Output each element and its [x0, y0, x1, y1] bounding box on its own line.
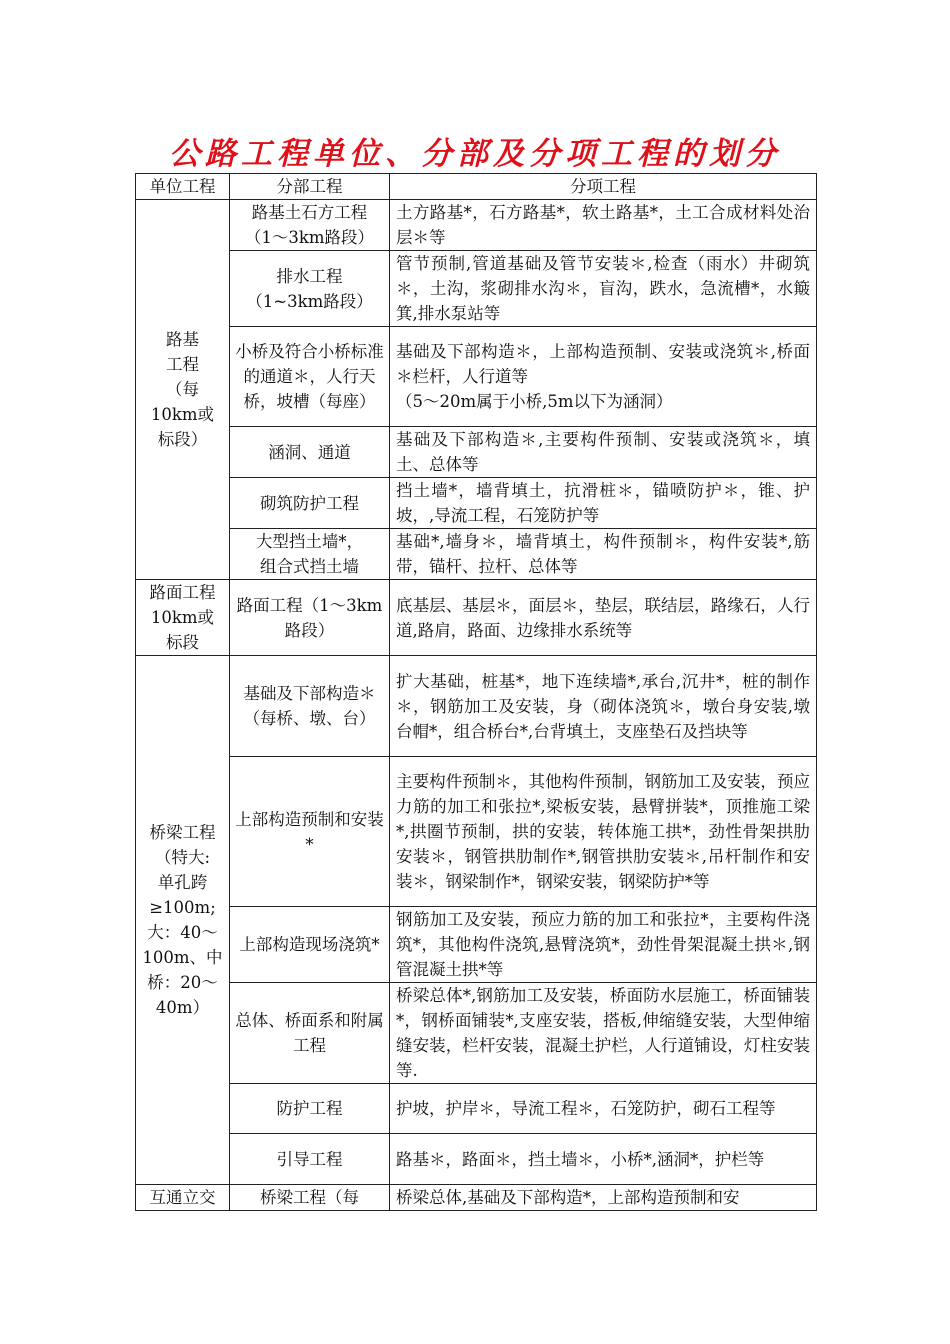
- item-cell: 管节预制,管道基础及管节安装＊,检查（雨水）井砌筑＊，土沟，浆砌排水沟＊，盲沟，跌水，急流槽*，水簸箕,排水泵站等: [390, 251, 817, 327]
- part-cell: 砌筑防护工程: [230, 478, 390, 529]
- item-cell: 扩大基础，桩基*，地下连续墙*,承台,沉井*，桩的制作＊，钢筋加工及安装，身（砌体浇筑＊，墩台身安装,墩台帽*，组合桥台*,台背填土，支座垫石及挡块等: [390, 656, 817, 757]
- table-row: [136, 251, 817, 327]
- item-cell: 钢筋加工及安装，预应力筋的加工和张拉*，主要构件浇筑*，其他构件浇筑,悬臂浇筑*，劲性骨架混凝土拱＊,钢管混凝土拱*等: [390, 907, 817, 983]
- header-item: 分项工程: [390, 174, 817, 200]
- part-cell: 小桥及符合小桥标准的通道＊，人行天桥，坡槽（每座）: [230, 327, 390, 427]
- part-cell: 路基土石方工程 （1～3km路段）: [230, 200, 390, 251]
- item-cell: 桥梁总体*,钢筋加工及安装，桥面防水层施工，桥面铺装*，钢桥面铺装*,支座安装，搭板,伸缩缝安装，大型伸缩缝安装，栏杆安装，混凝土护栏，人行道铺设，灯柱安装等.: [390, 983, 817, 1084]
- table-row: [136, 757, 817, 907]
- part-cell: 上部构造预制和安装*: [230, 757, 390, 907]
- unit-cell-subgrade: 路基 工程 （每 10km或 标段）: [136, 200, 230, 580]
- unit-cell-pavement: 路面工程 10km或 标段: [136, 580, 230, 656]
- table-row: [136, 327, 817, 427]
- item-cell: 挡土墙*，墙背填土，抗滑桩＊，锚喷防护＊，锥、护坡，,导流工程，石笼防护等: [390, 478, 817, 529]
- table-row: [136, 656, 817, 757]
- table-row: [136, 200, 817, 251]
- part-cell: 引导工程: [230, 1134, 390, 1185]
- part-cell: 桥梁工程（每: [230, 1185, 390, 1211]
- unit-cell-interchange: 互通立交: [136, 1185, 230, 1211]
- table-row: [136, 1134, 817, 1185]
- page-title: 公路工程单位、分部及分项工程的划分: [169, 136, 781, 172]
- item-cell: 基础*,墙身＊，墙背填土，构件预制＊，构件安装*,筋带，锚杆、拉杆、总体等: [390, 529, 817, 580]
- part-cell: 基础及下部构造＊（每桥、墩、台）: [230, 656, 390, 757]
- part-cell: 涵洞、通道: [230, 427, 390, 478]
- item-cell: 主要构件预制＊，其他构件预制，钢筋加工及安装，预应力筋的加工和张拉*,梁板安装，悬臂拼装*，顶推施工梁*,拱圈节预制，拱的安装，转体施工拱*，劲性骨架拱肋安装＊，钢管拱肋制作*,钢管拱肋安装＊,吊杆制作和安装＊，钢梁制作*，钢梁安装，钢梁防护*等: [390, 757, 817, 907]
- part-cell: 防护工程: [230, 1084, 390, 1134]
- table-row: [136, 907, 817, 983]
- table-row: [136, 1185, 817, 1211]
- item-cell: 基础及下部构造＊,主要构件预制、安装或浇筑＊，填土、总体等: [390, 427, 817, 478]
- item-cell: 土方路基*，石方路基*，软土路基*，土工合成材料处治层＊等: [390, 200, 817, 251]
- item-cell: 护坡，护岸＊，导流工程＊，石笼防护，砌石工程等: [390, 1084, 817, 1134]
- table-row: [136, 580, 817, 656]
- part-cell: 路面工程（1～3km路段）: [230, 580, 390, 656]
- table-row: [136, 1084, 817, 1134]
- part-cell: 排水工程 （1~3km路段）: [230, 251, 390, 327]
- part-cell: 大型挡土墙*， 组合式挡土墙: [230, 529, 390, 580]
- table-row: [136, 427, 817, 478]
- division-table: [135, 173, 817, 1211]
- table-row: [136, 478, 817, 529]
- item-cell: 路基＊，路面＊，挡土墙＊，小桥*,涵洞*，护栏等: [390, 1134, 817, 1185]
- unit-cell-bridge: 桥梁工程 （特大: 单孔跨 ≥100m; 大：40～ 100m、中 桥：20～ 40m）: [136, 656, 230, 1185]
- item-cell: 桥梁总体,基础及下部构造*，上部构造预制和安: [390, 1185, 817, 1211]
- header-unit: 单位工程: [136, 174, 230, 200]
- table-row: [136, 983, 817, 1084]
- item-cell: 基础及下部构造＊，上部构造预制、安装或浇筑＊,桥面＊栏杆，人行道等 （5～20m属于小桥,5m以下为涵洞）: [390, 327, 817, 427]
- header-part: 分部工程: [230, 174, 390, 200]
- table-row: [136, 529, 817, 580]
- part-cell: 上部构造现场浇筑*: [230, 907, 390, 983]
- item-cell: 底基层、基层＊，面层＊，垫层，联结层，路缘石，人行道,路肩，路面、边缘排水系统等: [390, 580, 817, 656]
- part-cell: 总体、桥面系和附属工程: [230, 983, 390, 1084]
- table-header-row: [136, 174, 817, 200]
